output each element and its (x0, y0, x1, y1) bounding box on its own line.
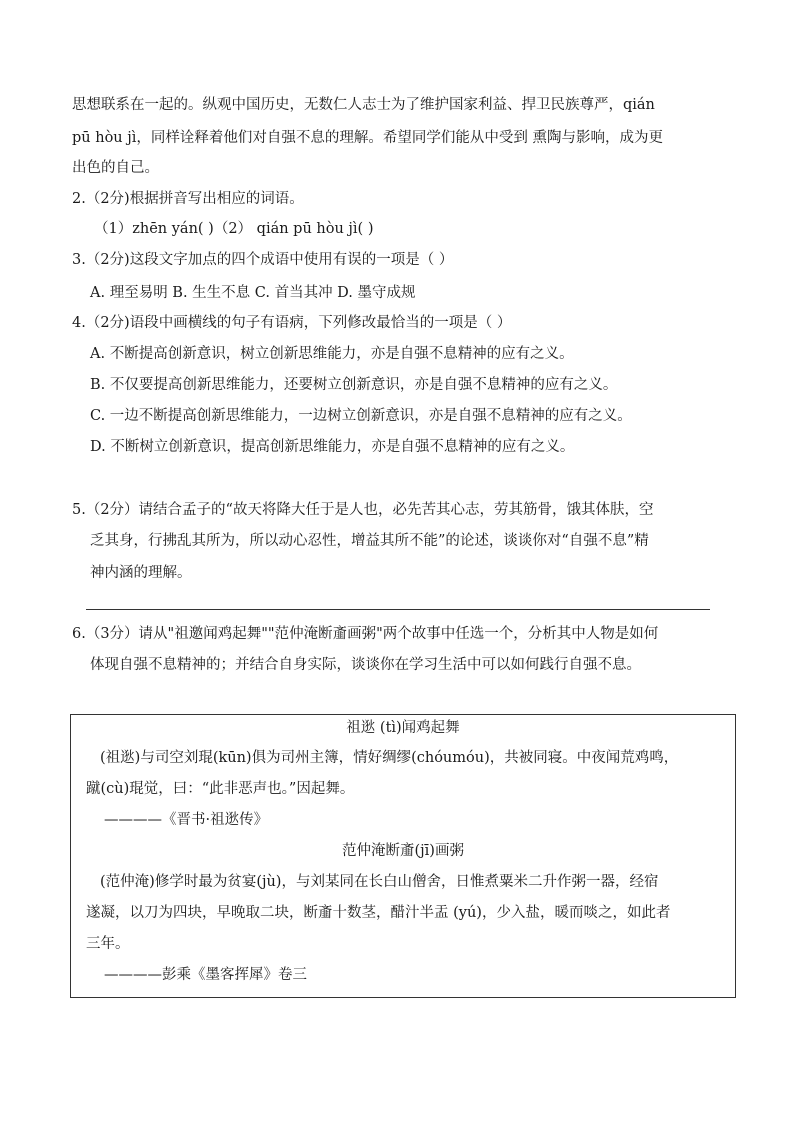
question-5-line-3: 神内涵的理解。 (90, 565, 192, 581)
question-4-option-d: D. 不断树立创新意识，提高创新思维能力，亦是自强不息精神的应有之义。 (90, 439, 575, 455)
story-1-line-2: 蹴(cù)琨觉，曰：“此非恶声也。”因起舞。 (86, 781, 355, 797)
answer-line[interactable] (86, 609, 710, 610)
question-2-blanks: （1）zhēn yán( )（2） qián pū hòu jì( ) (94, 221, 374, 237)
question-5-line-1: 5.（2分）请结合孟子的“故天将降大任于是人也，必先苦其心志，劳其筋骨，饿其体肤，空 (72, 502, 654, 518)
story-2-title: 范仲淹断齑(jī)画粥 (342, 843, 464, 859)
question-6-line-1: 6.（3分）请从"祖邀闻鸡起舞""范仲淹断齑画粥"两个故事中任选一个，分析其中人物是如何 (72, 626, 659, 642)
question-4-option-a: A. 不断提高创新意识，树立创新思维能力，亦是自强不息精神的应有之义。 (90, 346, 574, 362)
story-1-title: 祖逖 (tì)闻鸡起舞 (346, 720, 460, 736)
story-1-line-1: (祖逖)与司空刘琨(kūn)俱为司州主簿，情好绸缪(chóumóu)，共被同寝。中夜闻荒鸡鸣， (100, 750, 679, 766)
intro-line-3: 出色的自己。 (72, 160, 159, 176)
question-6-line-2: 体现自强不息精神的；并结合自身实际，谈谈你在学习生活中可以如何践行自强不息。 (90, 657, 641, 673)
question-2-stem: 2.（2分)根据拼音写出相应的词语。 (72, 191, 304, 207)
story-2-line-2: 遂凝，以刀为四块，早晚取二块，断齑十数茎，醋汁半盂 (yú)，少入盐，暖而啖之，如此者 (86, 905, 671, 921)
question-3-options: A. 理至易明 B. 生生不息 C. 首当其冲 D. 墨守成规 (90, 285, 416, 301)
story-2-line-3: 三年。 (86, 936, 130, 952)
intro-line-2: pū hòu jì，同样诠释着他们对自强不息的理解。希望同学们能从中受到 熏陶与影响，成为更 (72, 130, 663, 146)
question-4-option-b: B. 不仅要提高创新思维能力，还要树立创新意识，亦是自强不息精神的应有之义。 (90, 377, 618, 393)
question-4-stem: 4.（2分)语段中画横线的句子有语病，下列修改最恰当的一项是（ ） (72, 315, 512, 331)
story-2-source: ————彭乘《墨客挥犀》卷三 (104, 967, 307, 983)
story-2-line-1: (范仲淹)修学时最为贫宴(jù)，与刘某同在长白山僧舍，日惟煮粟米二升作粥一器，经宿 (100, 874, 659, 890)
story-1-source: ————《晋书·祖逖传》 (104, 812, 269, 828)
intro-line-1: 思想联系在一起的。纵观中国历史，无数仁人志士为了维护国家利益、捍卫民族尊严，qián (72, 97, 655, 113)
question-5-line-2: 乏其身，行拂乱其所为，所以动心忍性，增益其所不能”的论述，谈谈你对“自强不息”精 (90, 533, 649, 549)
question-3-stem: 3.（2分)这段文字加点的四个成语中使用有误的一项是（ ） (72, 252, 454, 268)
question-4-option-c: C. 一边不断提高创新思维能力，一边树立创新意识，亦是自强不息精神的应有之义。 (90, 408, 632, 424)
